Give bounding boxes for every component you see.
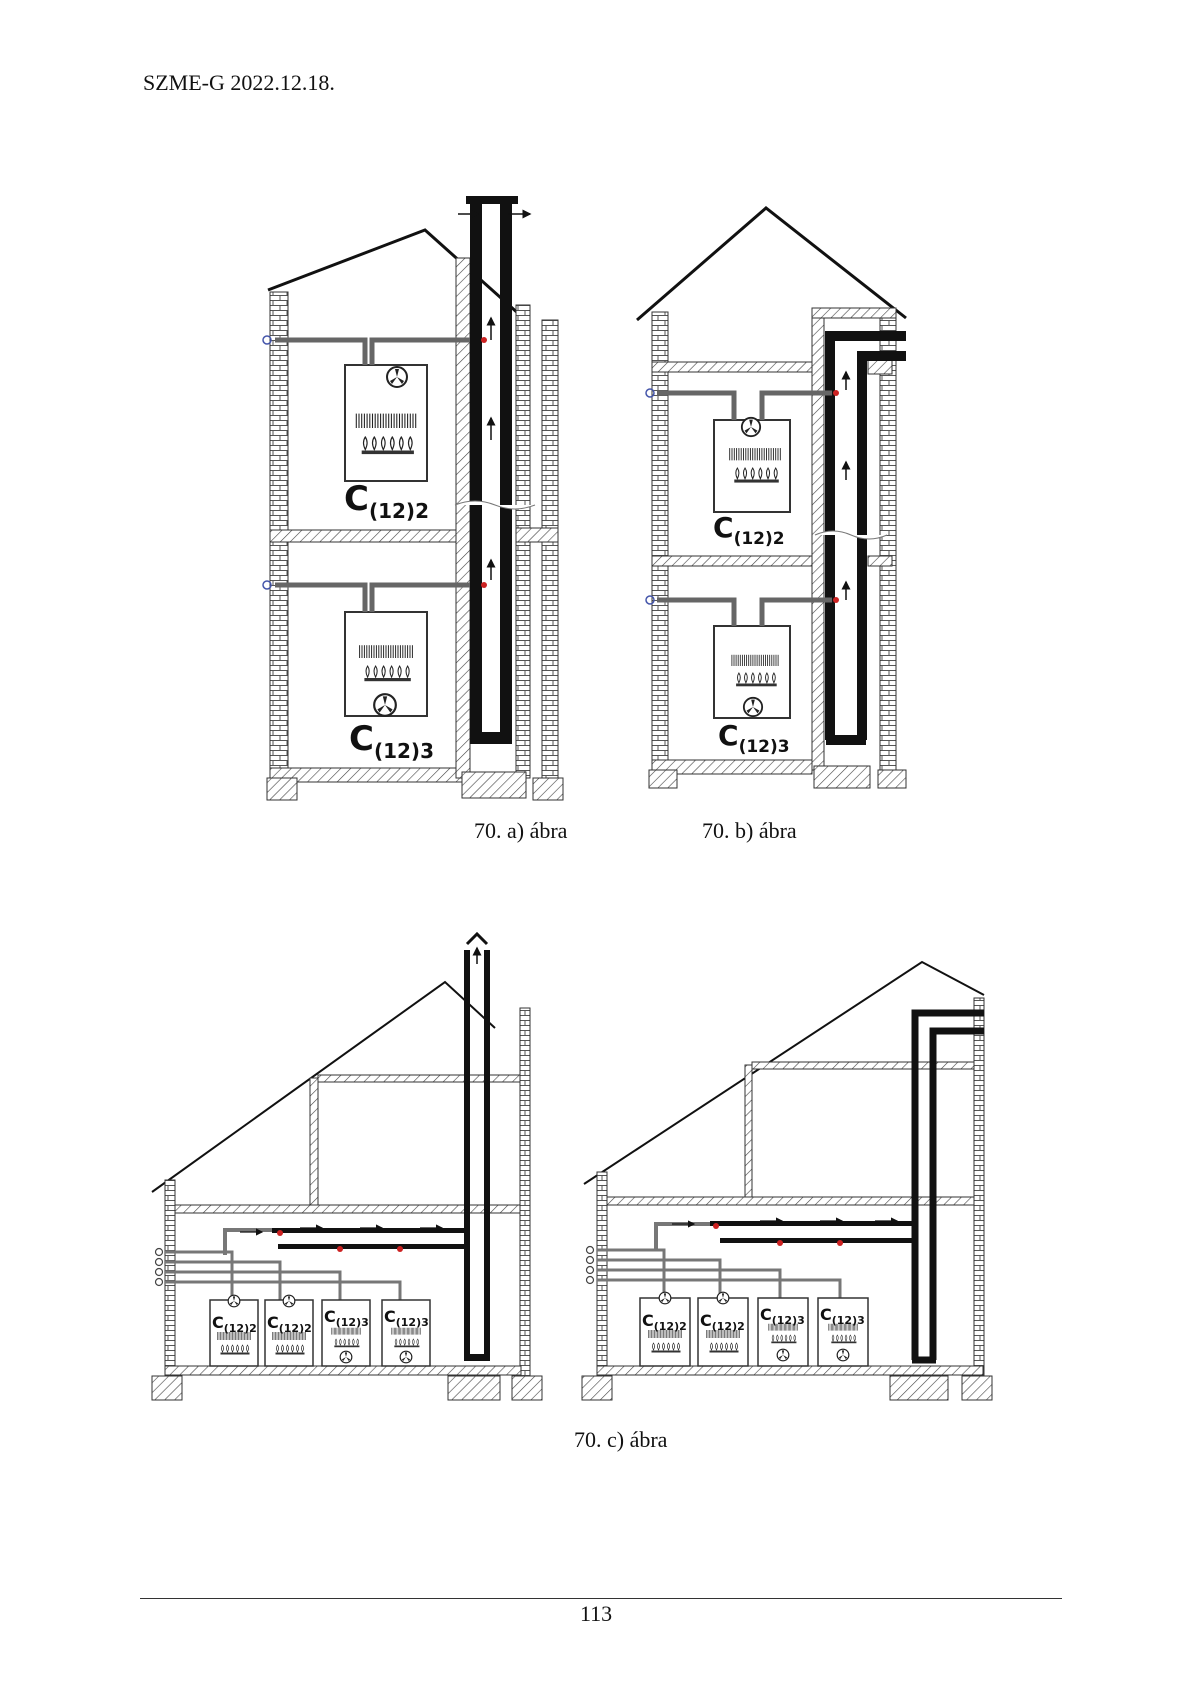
figure-a-building [263, 196, 563, 800]
svg-text:C(12)3: $C_{(12)}3$ [384, 1307, 429, 1329]
figure-a-caption: 70. a) ábra [474, 818, 568, 843]
figure-b-lower-label: $C_{(12)}3$ [718, 719, 790, 757]
figure-b-caption: 70. b) ábra [702, 818, 797, 843]
svg-text:C(12)3: $C_{(12)}3$ [820, 1305, 865, 1327]
footer-rule [140, 1598, 1062, 1599]
document-header: SZME-G 2022.12.18. [143, 70, 335, 95]
svg-text:C(12)2: $C_{(12)}2$ [212, 1313, 257, 1335]
svg-text:C(12)2: $C_{(12)}2$ [700, 1311, 745, 1333]
figure-a-lower-label: $C_{(12)}3$ [349, 719, 434, 763]
figure-c-caption: 70. c) ábra [574, 1427, 668, 1452]
svg-text:C(12)2: $C_{(12)}2$ [642, 1311, 687, 1333]
figure-b-upper-label: $C_{(12)}2$ [713, 511, 785, 549]
svg-text:C(12)2: $C_{(12)}2$ [267, 1313, 312, 1335]
figure-a-upper-label: $C_{(12)}2$ [344, 479, 429, 523]
svg-text:C(12)3: $C_{(12)}3$ [324, 1307, 369, 1329]
page-number: 113 [580, 1601, 613, 1626]
svg-text:C(12)3: $C_{(12)}3$ [760, 1305, 805, 1327]
figure-c-left-building [152, 934, 542, 1400]
figure-c-right-building [582, 962, 992, 1400]
figure-b-building [637, 208, 906, 788]
